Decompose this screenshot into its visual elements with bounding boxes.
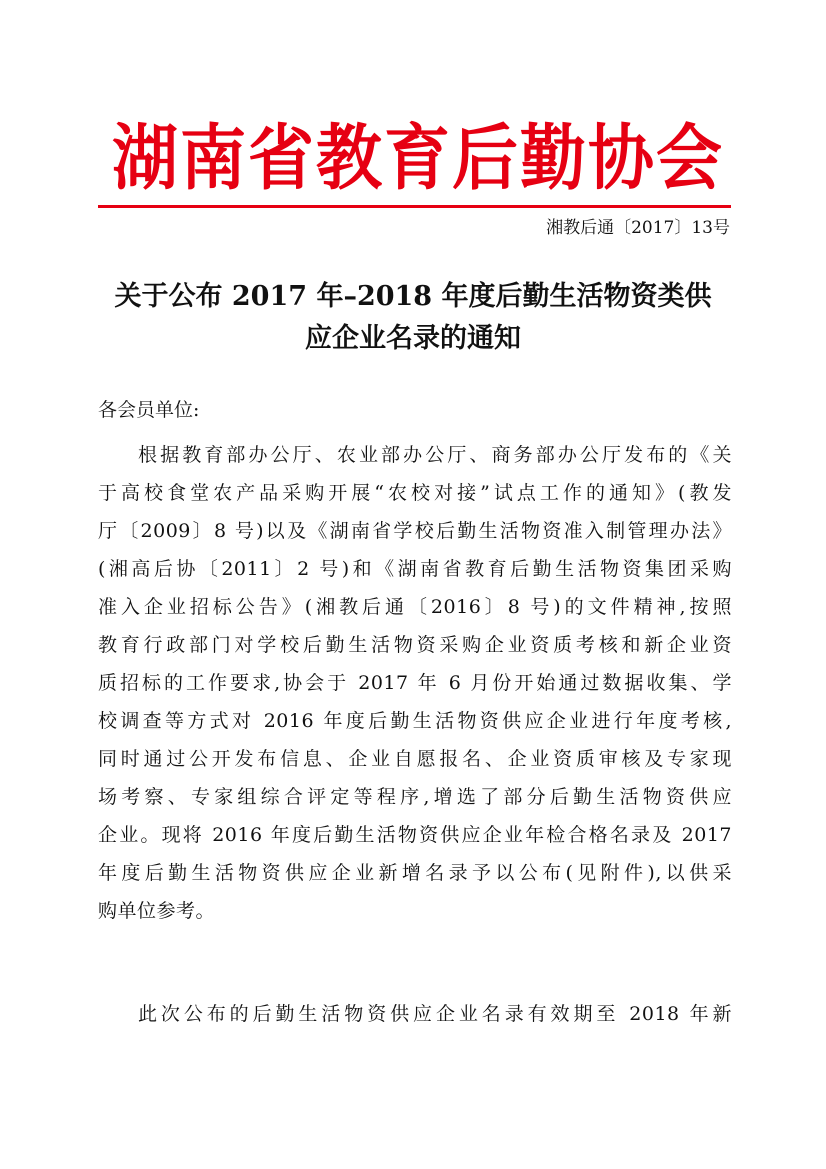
paragraph-1-line: 于高校食堂农产品采购开展“农校对接”试点工作的通知》(教发 xyxy=(98,482,732,504)
paragraph-1-line: 教育行政部门对学校后勤生活物资采购企业资质考核和新企业资 xyxy=(98,634,732,656)
paragraph-2 xyxy=(98,995,732,1033)
paragraph-1-line: (湘高后协〔2011〕2 号)和《湖南省教育后勤生活物资集团采购 xyxy=(98,558,732,580)
paragraph-1-line: 准入企业招标公告》(湘教后通〔2016〕8 号)的文件精神,按照 xyxy=(98,596,732,618)
paragraph-1-line: 场考察、专家组综合评定等程序,增选了部分后勤生活物资供应 xyxy=(98,786,732,808)
title-line-1: 关于公布 2017 年–2018 年度后勤生活物资类供 xyxy=(114,281,712,312)
paragraph-1-line: 质招标的工作要求,协会于 2017 年 6 月份开始通过数据收集、学 xyxy=(98,672,732,694)
paragraph-1 xyxy=(98,436,732,930)
paragraph-1-line: 校调查等方式对 2016 年度后勤生活物资供应企业进行年度考核, xyxy=(98,710,732,732)
paragraph-1-line: 同时通过公开发布信息、企业自愿报名、企业资质审核及专家现 xyxy=(98,748,732,770)
masthead-org-name: 湖南省教育后勤协会 xyxy=(112,115,724,200)
salutation: 各会员单位: xyxy=(98,399,200,421)
document-title xyxy=(80,276,746,360)
paragraph-1-line: 根据教育部办公厅、农业部办公厅、商务部办公厅发布的《关 xyxy=(138,444,732,466)
paragraph-1-line: 购单位参考。 xyxy=(98,900,216,922)
paragraph-1-line: 厅〔2009〕8 号)以及《湖南省学校后勤生活物资准入制管理办法》 xyxy=(98,520,732,542)
paragraph-2-line: 此次公布的后勤生活物资供应企业名录有效期至 2018 年新 xyxy=(138,1003,732,1025)
masthead-red-rule xyxy=(98,205,731,208)
paragraph-1-line: 企业。现将 2016 年度后勤生活物资供应企业年检合格名录及 2017 xyxy=(98,824,732,846)
paragraph-1-line: 年度后勤生活物资供应企业新增名录予以公布(见附件),以供采 xyxy=(98,862,732,884)
title-line-2: 应企业名录的通知 xyxy=(305,323,521,354)
document-number: 湘教后通〔2017〕13号 xyxy=(546,218,730,238)
